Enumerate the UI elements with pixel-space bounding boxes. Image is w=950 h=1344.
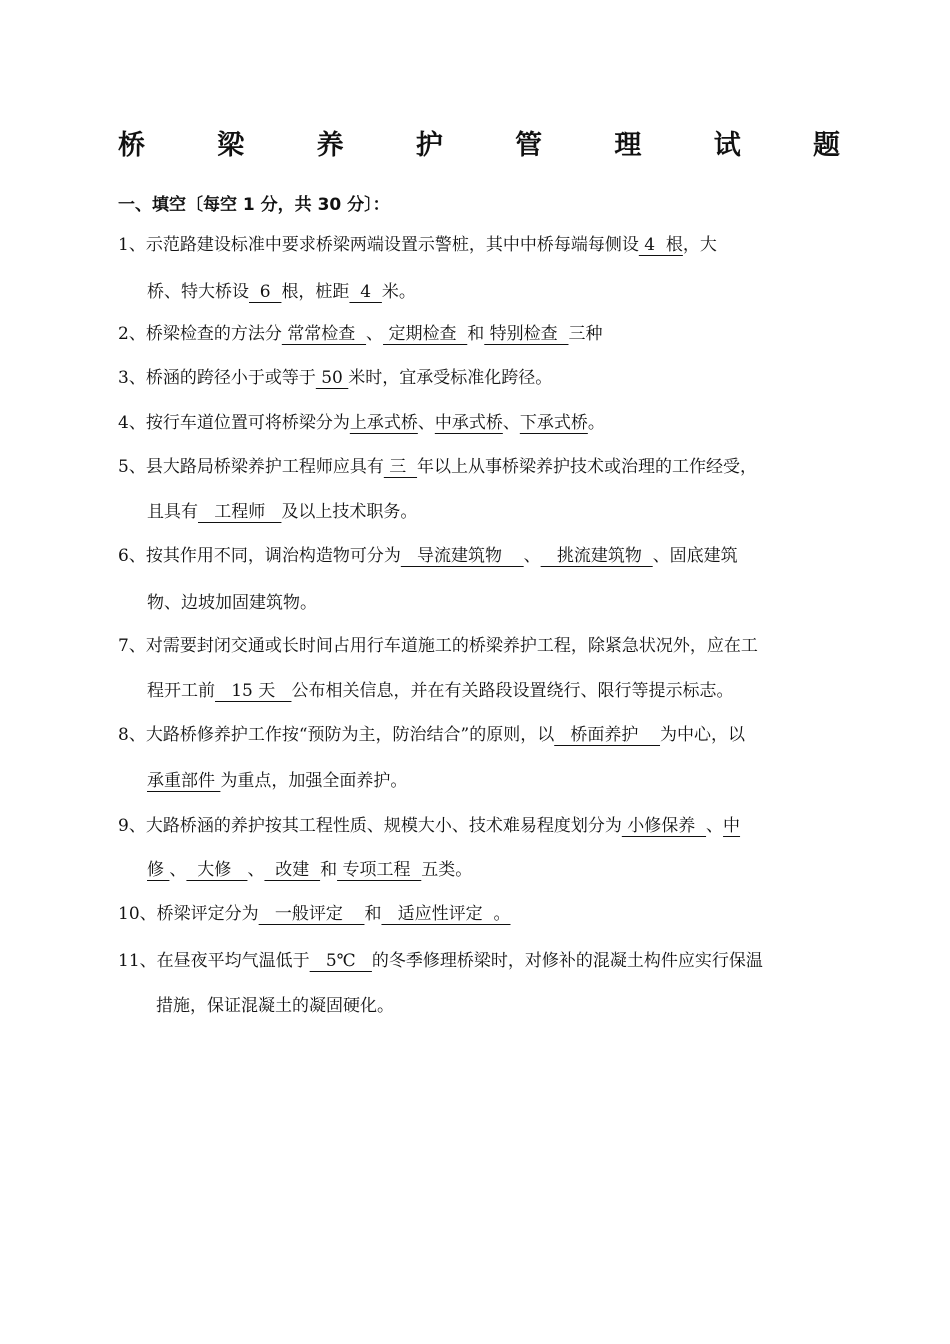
title-char: 试 <box>713 130 741 161</box>
answer-blank: 修 <box>147 860 170 880</box>
answer-blank: 工程师 <box>198 502 282 522</box>
question-5-line-2 <box>147 498 417 526</box>
answer-blank: 一般评定 <box>258 904 365 924</box>
question-7-line-2 <box>147 677 733 705</box>
question-text: 且具有 <box>147 502 198 522</box>
question-text: 。 <box>587 413 605 433</box>
question-4 <box>118 409 605 437</box>
title-char: 桥 <box>118 130 145 161</box>
question-text: 公布相关信息，并在有关路段设置绕行、限行等提示标志。 <box>291 681 734 701</box>
question-text: 8、大路桥修养护工作按“预防为主，防治结合”的原则，以 <box>118 725 555 745</box>
answer-blank: 小修保养 <box>621 816 707 836</box>
answer-blank: 三 <box>383 457 418 477</box>
question-text: 、 <box>502 413 520 433</box>
answer-blank: 上承式桥 <box>349 413 418 433</box>
title-char: 理 <box>614 130 642 161</box>
question-text: 、 <box>706 816 724 836</box>
question-text: 米时，宜承受标准化跨径。 <box>348 368 553 388</box>
question-text: 3、桥涵的跨径小于或等于 <box>118 368 316 388</box>
answer-blank: 特别检查 <box>484 324 569 344</box>
question-10 <box>118 900 511 928</box>
question-text: ，大 <box>682 235 717 255</box>
title-char: 题 <box>812 130 840 161</box>
answer-blank: 挑流建筑物 <box>540 546 653 566</box>
question-5-line-1 <box>118 453 757 481</box>
question-3 <box>118 364 552 392</box>
question-text: 和 <box>320 860 338 880</box>
answer-blank: 15 天 <box>215 681 292 701</box>
question-text: 、 <box>366 324 384 344</box>
question-text: 程开工前 <box>147 681 215 701</box>
question-text: 10、桥梁评定分为 <box>118 904 259 924</box>
question-text: 2、桥梁检查的方法分 <box>118 324 282 344</box>
question-text: 、 <box>247 860 265 880</box>
answer-blank: 适应性评定 。 <box>381 904 511 924</box>
answer-blank: 大修 <box>186 860 248 880</box>
question-text: 措施，保证混凝土的凝固硬化。 <box>156 996 394 1016</box>
answer-blank: 定期检查 <box>383 324 468 344</box>
question-text: 桥、特大桥设 <box>147 282 249 302</box>
question-8-line-2 <box>147 767 407 795</box>
question-8-line-1 <box>118 721 745 749</box>
question-text: 的冬季修理桥梁时，对修补的混凝土构件应实行保温 <box>371 951 763 971</box>
question-text: 4、按行车道位置可将桥梁分为 <box>118 413 350 433</box>
question-6-line-1 <box>118 542 738 570</box>
answer-blank: 中承式桥 <box>434 413 503 433</box>
answer-blank: 桥面养护 <box>554 725 661 745</box>
question-text: 三种 <box>568 324 603 344</box>
answer-blank: 专项工程 <box>337 860 422 880</box>
question-text: 为重点，加强全面养护。 <box>220 771 408 791</box>
question-11-line-2 <box>156 992 394 1020</box>
question-text: 1、示范路建设标准中要求桥梁两端设置示警桩，其中中桥每端每侧设 <box>118 235 639 255</box>
answer-blank: 5℃ <box>309 951 372 971</box>
title-char: 梁 <box>217 130 245 161</box>
answer-blank: 承重部件 <box>147 771 221 791</box>
question-text: 、 <box>169 860 187 880</box>
title-char: 护 <box>415 130 443 161</box>
question-text: 米。 <box>381 282 416 302</box>
question-7-line-1 <box>118 632 758 660</box>
question-2 <box>118 320 602 348</box>
title-char: 养 <box>316 130 344 161</box>
answer-blank: 4 根 <box>638 235 683 255</box>
question-text: 、 <box>523 546 541 566</box>
question-text: 和 <box>467 324 485 344</box>
question-6-line-2 <box>147 589 317 617</box>
answer-blank: 中 <box>723 816 741 836</box>
question-text: 5、县大路局桥梁养护工程师应具有 <box>118 457 384 477</box>
question-text: 年以上从事桥梁养护技术或治理的工作经受， <box>417 457 758 477</box>
question-9-line-1 <box>118 812 740 840</box>
question-text: 7、对需要封闭交通或长时间占用行车道施工的桥梁养护工程，除紧急状况外，应在工 <box>118 636 758 656</box>
question-1-line-1 <box>118 231 717 259</box>
question-text: 物、边坡加固建筑物。 <box>147 593 317 613</box>
answer-blank: 常常检查 <box>281 324 367 344</box>
question-text: 9、大路桥涵的养护按其工程性质、规模大小、技术难易程度划分为 <box>118 816 622 836</box>
question-text: 、固底建筑 <box>652 546 738 566</box>
question-11-line-1 <box>118 947 763 975</box>
question-text: 五类。 <box>421 860 473 880</box>
question-text: 为中心，以 <box>660 725 746 745</box>
question-text: 根，桩距 <box>281 282 350 302</box>
page-title <box>118 126 840 166</box>
title-char: 管 <box>515 130 543 161</box>
answer-blank: 下承式桥 <box>519 413 588 433</box>
section-heading: 一、填空〔每空 1 分，共 30 分〕： <box>118 195 390 215</box>
question-1-line-2 <box>147 278 416 306</box>
question-text: 6、按其作用不同，调治构造物可分为 <box>118 546 401 566</box>
answer-blank: 6 <box>249 282 282 302</box>
answer-blank: 改建 <box>264 860 321 880</box>
answer-blank: 导流建筑物 <box>400 546 524 566</box>
answer-blank: 50 <box>315 368 349 388</box>
question-9-line-2 <box>147 856 472 884</box>
question-text: 及以上技术职务。 <box>281 502 418 522</box>
question-text: 和 <box>364 904 382 924</box>
question-text: 11、在昼夜平均气温低于 <box>118 951 310 971</box>
answer-blank: 4 <box>349 282 382 302</box>
question-text: 、 <box>417 413 435 433</box>
